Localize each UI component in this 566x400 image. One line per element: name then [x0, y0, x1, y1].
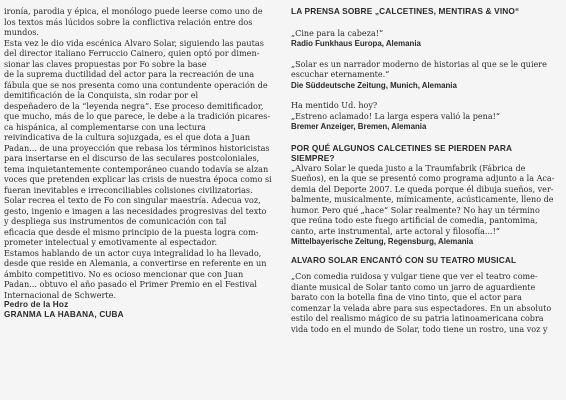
quote-4-line: balmente, musicalmente, mímicamente, acústicamente, lleno de — [291, 195, 554, 204]
quote-4-line: canto, arte instrumental, arte actoral y filosofía...!“ — [291, 226, 500, 236]
quote-4-line: humor. Pero qué „hace“ Solar realmente? No hay un término — [291, 205, 540, 215]
quote-1-source: Radio Funkhaus Europa, Alemania — [291, 39, 421, 48]
quote-2-line-1: „Solar es un narrador moderno de historias al que se le quiere — [291, 59, 547, 69]
body-text-line: demitificación de la Conquista, sin rodar por el — [4, 90, 199, 100]
body-text-line: Esta vez le dio vida escénica Alvaro Solar, siguiendo las pautas — [4, 37, 264, 48]
quote-4-source: Mittelbayerische Zeitung, Regensburg, Alemania — [291, 237, 474, 246]
quote-4-line: demia del Deporte 2007. Le queda porque él dibuja sueños, ver- — [291, 184, 554, 194]
body-text-line: mundos. — [4, 27, 40, 37]
body-text-line: ámbito competitivo. No es ocioso mencionar que con Juan — [4, 268, 244, 279]
body-text-line: sionar las claves propuestas por Fo sobre la base — [4, 58, 207, 69]
body-text-line: prometer intelectual y emotivamente al espectador. — [4, 237, 218, 247]
socks-heading-line-2: SIEMPRE? — [291, 153, 335, 163]
quote-4-line: Sueños), en la que se presentó como programa adjunto a la Aca- — [291, 174, 555, 183]
review-source: GRANMA LA HABANA, CUBA — [4, 310, 124, 320]
body-text-line: tema inquietantemente contemporáneo cuando todavía se alzan — [4, 163, 269, 174]
quote-2-line-2: escuchar eternamente.“ — [291, 70, 390, 79]
body-text-line: fábula que se nos presenta como una contundente operación de — [4, 79, 268, 90]
review-body-text — [4, 6, 274, 300]
body-text-line: Padan... de una proyección que rebasa los términos historicistas — [4, 142, 270, 153]
body-text-line: reivindicativa de la cultura sojuzgada, es el que dota a Juan — [4, 132, 251, 142]
quote-5-line: diante musical de Solar tanto como un jarro de aguardiente — [291, 282, 536, 292]
body-text-line: los textos más lúcidos sobre la conflictiva relación entre dos — [4, 16, 253, 27]
quote-4-line: „Alvaro Solar le queda justo a la Traumfabrik (Fábrica de — [291, 163, 526, 173]
quote-3-line-1: Ha mentido Ud. hoy? — [291, 101, 378, 110]
quote-5-line: estilo del realismo mágico de su patria latinoamericana cobra — [291, 314, 544, 323]
body-text-line: que mucho, más de lo que parece, le debe a la tradición picares- — [4, 111, 271, 121]
body-text-line: Solar recrea el texto de Fo con singular maestría. Adecua voz, — [4, 195, 261, 205]
quote-3-line-2: „Estreno aclamado! La larga espera valió la pena!“ — [291, 111, 500, 121]
quote-5-line: comenzar la velada abre para sus espectadores. En un absoluto — [291, 303, 552, 313]
review-author: Pedro de la Hoz — [4, 300, 69, 309]
left-column — [4, 6, 274, 321]
body-text-line: Padan... obtuvo el año pasado el Primer Premio en el Festival — [4, 279, 258, 289]
quote-3-source: Bremer Anzeiger, Bremen, Alemania — [291, 122, 427, 131]
body-text-line: del director italiano Ferruccio Cainero, quien optó por dimen- — [4, 48, 260, 58]
body-text-line: y despliega sus instrumentos de comunicación con tal — [4, 216, 227, 226]
body-text-line: desde que reside en Alemania, a convertirse en referente en un — [4, 258, 267, 268]
quote-2-source: Die Süddeutsche Zeitung, Munich, Alemania — [291, 80, 457, 90]
body-text-line: despeñadero de la “leyenda negra”. Ese proceso demitificador, — [4, 100, 264, 111]
body-text-line: Internacional de Schwerte. — [4, 289, 117, 300]
quote-1: „Cine para la cabeza!“ — [291, 28, 384, 38]
quote-4-line: que reúna todo este fuego artificial de comedia, pantomima, — [291, 216, 538, 225]
quote-5 — [291, 272, 563, 335]
musical-heading: ALVARO SOLAR ENCANTÓ CON SU TEATRO MUSICAL — [291, 254, 517, 265]
body-text-line: fueran inevitables e irreconciliables colisiones civilizatorias. — [4, 184, 253, 195]
press-heading: LA PRENSA SOBRE „CALCETINES, MENTIRAS & VINO“ — [291, 6, 520, 16]
socks-heading-line-1: POR QUÉ ALGUNOS CALCETINES SE PIERDEN PARA — [291, 142, 513, 153]
body-text-line: ca hispánica, al complementarse con una lectura — [4, 121, 206, 132]
body-text-line: eficacia que desde el mismo principio de la puesta logra com- — [4, 226, 259, 237]
quote-5-line: barato con la botella fina de vino tinto, que el actor para — [291, 293, 522, 302]
body-text-line: ironía, parodia y épica, el monólogo puede leerse como uno de — [4, 6, 263, 16]
quote-5-line: „Con comedia ruidosa y vulgar tiene que ver el teatro come- — [291, 272, 538, 281]
body-text-line: Estamos hablando de un actor cuya integralidad lo ha llevado, — [4, 247, 262, 258]
body-text-line: para insertarse en el discurso de las seculares postcoloniales, — [4, 153, 260, 163]
body-text-line: voces que pretenden explicar las crisis de nuestra época como si — [4, 174, 272, 184]
right-column — [291, 6, 563, 335]
body-text-line: gesto, ingenio e imagen a las necesidades progresivas del texto — [4, 205, 267, 216]
quote-5-line: vida todo en el mundo de Solar, todo tiene un rostro, una voz y — [291, 324, 548, 334]
body-text-line: de la suprema ductilidad del actor para la recreación de una — [4, 69, 255, 79]
quote-4 — [291, 164, 563, 238]
